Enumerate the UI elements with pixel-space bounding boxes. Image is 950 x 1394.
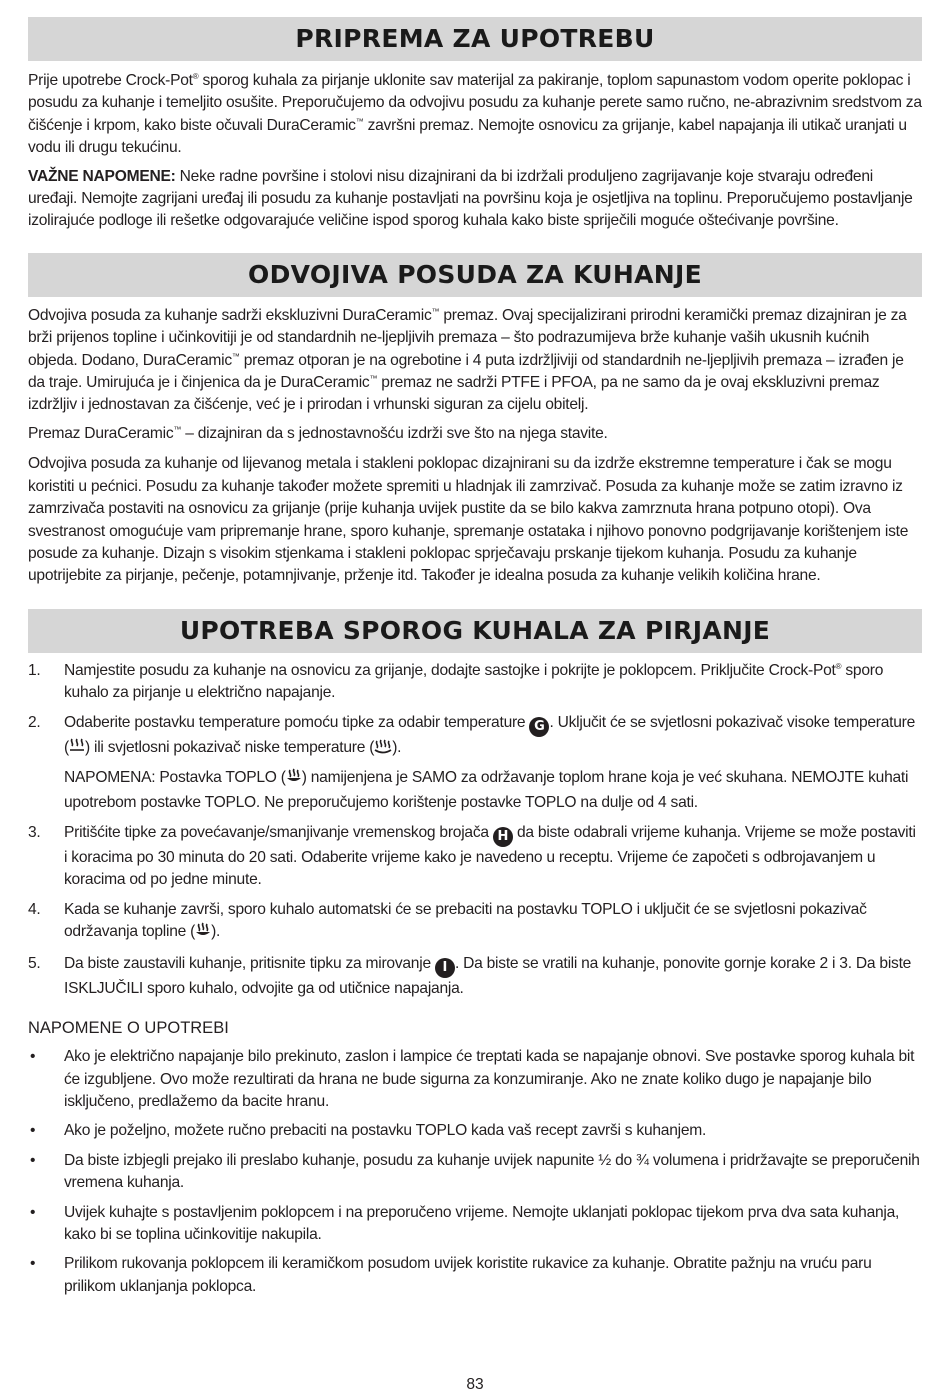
section-heading-using-slow-cooker: UPOTREBA SPOROG KUHALA ZA PIRJANJE bbox=[28, 609, 922, 653]
important-notes-paragraph: VAŽNE NAPOMENE: Neke radne površine i stolovi nisu dizajnirani da bi izdržali produljeno zagrijavanje koje stvaraju određeni uređaji. Nemojte zagrijani uređaj ili posudu za kuhanje postavljati na površinu koja je osjetljiva na toplinu. Preporučujemo postavljanje izolirajuće podloge ili rešetke odgovarajuće veličine ispod sporog kuhala kako biste spriječili moguće oštećivanje površine. bbox=[28, 167, 913, 230]
usage-notes-heading: NAPOMENE O UPOTREBI bbox=[28, 1018, 229, 1037]
usage-steps-list bbox=[28, 660, 922, 762]
duraceramic-tagline: Premaz DuraCeramic™ – dizajniran da s jednostavnošću izdrži sve što na njega stavite. bbox=[28, 424, 608, 442]
usage-note-item: • Uvijek kuhajte s postavljenim poklopcem i na preporučeno vrijeme. Nemojte uklanjati poklopac tijekom prva dva sata kuhanja, kako bi se toplina učinkovitije nakupila. bbox=[30, 1203, 900, 1244]
keep-warm-icon bbox=[286, 767, 302, 792]
usage-note-item: • Ako je električno napajanje bilo prekinuto, zaslon i lampice će treptati kada se napajanje obnovi. Sve postavke sporog kuhala bit će izgubljene. Ovo može rezultirati da hrana ne bude sigurna za konzumiranje. Ako ne znate koliko dugo je napajanje bilo isključeno, predlažemo da bacite hranu. bbox=[30, 1048, 915, 1110]
warm-setting-note: NAPOMENA: Postavka TOPLO ( ) namijenjena je SAMO za održavanje toplom hrane koja je već skuhana. NEMOJTE kuhati upotrebom postavke TOPLO. Ne preporučujemo korištenje postavke TOPLO na dulje od 4 sati. bbox=[64, 768, 909, 812]
usage-step: 1. Namjestite posudu za kuhanje na osnovicu za grijanje, dodajte sastojke i pokrijte je poklopcem. Priključite Crock-Pot® sporo kuhalo za pirjanje u električno napajanje. bbox=[28, 661, 884, 702]
usage-note-item: • Da biste izbjegli prejako ili preslabo kuhanje, posudu za kuhanje uvijek napunite ½ do ¾ volumena i pridržavajte se preporučenih vremena kuhanja. bbox=[30, 1151, 920, 1192]
bullet: • bbox=[30, 1255, 36, 1273]
usage-step: 5. Da biste zaustavili kuhanje, pritisnite tipku za mirovanje I . Da biste se vratili na kuhanje, ponovite gornje korake 2 i 3. Da biste ISKLJUČILI sporo kuhalo, odvojite ga od utičnice napajanja. bbox=[28, 955, 912, 998]
usage-note-item: • Prilikom rukovanja poklopcem ili keramičkom posudom uvijek koristite rukavice za kuhanje. Obratite pažnju na vruću paru prilikom uklanjanja poklopca. bbox=[30, 1255, 872, 1295]
section-heading-preparation: PRIPREMA ZA UPOTREBU bbox=[28, 17, 922, 61]
important-notes-label: VAŽNE NAPOMENE: bbox=[28, 167, 176, 185]
usage-step: 4. Kada se kuhanje završi, sporo kuhalo automatski će se prebaciti na postavku TOPLO i uključit će se svjetlosni pokazivač održavanja topline ( ). bbox=[28, 899, 922, 947]
usage-note-item: • Ako je poželjno, možete ručno prebaciti na postavku TOPLO kada vaš recept završi s kuhanjem. bbox=[28, 1120, 922, 1142]
manual-page bbox=[28, 17, 922, 1298]
button-h-icon: H bbox=[493, 827, 513, 847]
button-i-icon: I bbox=[435, 958, 455, 978]
section-heading-removable-pot: ODVOJIVA POSUDA ZA KUHANJE bbox=[28, 253, 922, 297]
usage-step: 2. Odaberite postavku temperature pomoću tipke za odabir temperature G . Uključit će se svjetlosni pokazivač visoke temperature ( ) ili svjetlosni pokazivač niske temperature ( ). bbox=[28, 712, 922, 762]
removable-pot-paragraph: Odvojiva posuda za kuhanje od lijevanog metala i stakleni poklopac dizajnirani su da izdrže ekstremne temperature i čak se mogu koristiti u pećnici. Posudu za kuhanje također možete spremiti u hladnjak ili zamrzivač. Posuda za kuhanje može se zatim izravno iz zamrzivača postaviti na osnovicu za grijanje (prije kuhanja uvijek pustite da se bilo kakva zamrznuta hrana potpuno otopi). Ova svestranost omogućuje vam pripremanje hrane, sporo kuhanje, spremanje ostataka i njihovo ponovno podgrijavanje korištenjem iste posude za kuhanje. Dizajn s visokim stjenkama i stakleni poklopac sprječavaju prskanje tijekom kuhanja. Posudu za kuhanje upotrijebite za pirjanje, pečenje, potamnjivanje, prženje itd. Također je idealna posuda za kuhanje velikih količina hrane. bbox=[28, 455, 909, 585]
high-heat-icon bbox=[69, 737, 85, 762]
bullet: • bbox=[30, 1203, 36, 1221]
duraceramic-paragraph: Odvojiva posuda za kuhanje sadrži ekskluzivni DuraCeramic™ premaz. Ovaj specijalizirani prirodni keramički premaz dizajniran je za brži prijenos topline i učinkovitiji je od standardnih ne-ljepljivih premaza – što podrazumijeva brže kuhanje vaših ukusnih kućnih objeda. Dodano, DuraCeramic™ premaz otporan je na ogrebotine i 4 puta izdržljiviji od standardnih ne-ljepljivih premaza – izrađen je da traje. Umirujuća je i činjenica da je DuraCeramic™ premaz ne sadrži PTFE i PFOA, pa ne samo da je ovaj ekskluzivni premaz izdržljiv i jednostavan za čišćenje, već je i prirodan i vrhunski siguran za cijelu obitelj. bbox=[28, 306, 907, 414]
usage-notes-list bbox=[28, 1046, 922, 1298]
page-number: 83 bbox=[466, 1376, 484, 1393]
keep-warm-icon bbox=[195, 921, 211, 946]
usage-steps-list-continued bbox=[28, 822, 922, 1001]
bullet: • bbox=[30, 1048, 36, 1066]
usage-step: 3. Pritišćite tipke za povećavanje/smanjivanje vremenskog brojača H da biste odabrali vrijeme kuhanja. Vrijeme se može postaviti i koracima po 30 minuta do 20 sati. Odaberite vrijeme kako je navedeno u receptu. Vrijeme će započeti s odbrojavanjem u koracima od po jedne minute. bbox=[28, 823, 916, 889]
bullet: • bbox=[30, 1151, 36, 1169]
bullet: • bbox=[30, 1122, 36, 1140]
low-heat-icon bbox=[374, 737, 392, 762]
preparation-paragraph: Prije upotrebe Crock-Pot® sporog kuhala za pirjanje uklonite sav materijal za pakiranje, toplom sapunastom vodom operite poklopac i posudu za kuhanje i temeljito osušite. Preporučujemo da odvojivu posudu za kuhanje perete samo ručno, ne-abrazivnim sredstvom za čišćenje i krpom, kako biste očuvali DuraCeramic™ završni premaz. Nemojte osnovicu za grijanje, kabel napajanja ili utikač uranjati u vodu ili drugu tekućinu. bbox=[28, 72, 922, 157]
button-g-icon: G bbox=[529, 717, 549, 737]
